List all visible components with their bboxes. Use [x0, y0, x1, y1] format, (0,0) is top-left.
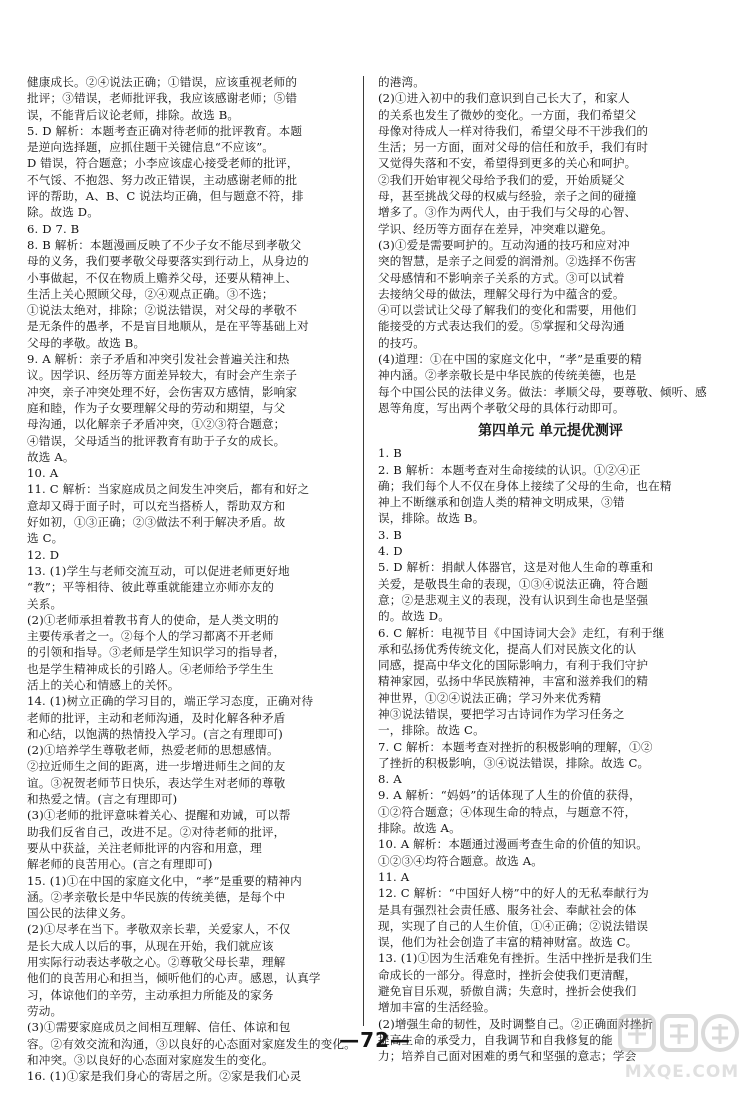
text-line: 选 C。 [27, 531, 64, 546]
text-line: 小事做起，不仅在物质上赡养父母，还要从精神上、 [27, 270, 298, 285]
text-line: 恩等角度，写出两个孝敬父母的具体行动即可。 [378, 400, 625, 415]
column-divider [363, 76, 364, 1026]
text-line: ④错误，父母适当的批评教育有助于子女的成长。 [27, 433, 286, 448]
text-line: 误，他们为社会创造了丰富的精神财富。故选 C。 [378, 935, 638, 950]
text-line: D 错误，符合题意；小李应该虚心接受老师的批评， [27, 156, 299, 171]
text-line: 8. B 解析：本题漫画反映了不少子女不能尽到孝敬父 [27, 237, 302, 252]
text-line: 健康成长。②④说法正确；①错误，应该重视老师的 [27, 75, 298, 89]
section-title: 第四单元 单元提优测评 [478, 423, 623, 440]
text-line: 意；②是悲观主义的表现，没有认识到生命也是坚强 [378, 592, 649, 607]
text-line: (3)①爱是需要呵护的。互动沟通的技巧和应对冲 [378, 237, 630, 252]
text-line: 和热爱之情。(言之有理即可) [27, 792, 178, 807]
text-line: 学识、经历等方面存在差异，冲突难以避免。 [378, 221, 613, 236]
text-line: 除。故选 D。 [27, 205, 99, 220]
text-line: 母，甚至挑战父母的权威与经验，亲子之间的碰撞 [378, 189, 637, 204]
text-line: 10. A [27, 466, 59, 481]
text-line: 父母感情和不影响亲子关系的方式。③可以试着 [378, 270, 625, 285]
text-line: 和冲突。③以良好的心态面对家庭发生的变化。 [27, 1052, 274, 1067]
text-line: 承和弘扬优秀传统文化，提高人们对民族文化的认 [378, 641, 637, 656]
text-line: 父母的孝敬。故选 B。 [27, 335, 146, 350]
text-line: 增多了。③作为两代人，由于我们与父母的心智、 [378, 205, 637, 220]
text-line: 8. A [378, 772, 402, 787]
text-line: 又觉得失落和不安，希望得到更多的关心和呵护。 [378, 156, 637, 171]
text-line: 不气馁、不抱怨、努力改正错误，主动感谢老师的批 [27, 172, 298, 187]
text-line: 11. C 解析：当家庭成员之间发生冲突后，都有和好之 [27, 482, 310, 497]
text-line: 老师的批评，主动和老师沟通，及时化解各种矛盾 [27, 710, 286, 725]
text-line: 3. B [378, 527, 402, 542]
text-line: 命成长的一部分。得意时，挫折会使我们更清醒， [378, 967, 637, 982]
text-line: 16. (1)①家是我们身心的寄居之所。②家是我们心灵 [27, 1069, 302, 1084]
text-line: 的。故选 D。 [378, 609, 450, 624]
text-line: 神③说法错误，要把学习古诗词作为学习任务之 [378, 706, 625, 721]
text-line: 力；培养自己面对困难的勇气和坚强的意志；学会 [378, 1049, 637, 1064]
text-line: 议。因学识、经历等方面差异较大，有时会产生亲子 [27, 368, 298, 383]
text-line: ②拉近师生之间的距离，进一步增进师生之间的友 [27, 759, 286, 774]
text-line: ①②符合题意；④体现生命的特点，与题意不符， [378, 804, 637, 819]
text-line: 6. C 解析：电视节目《中国诗词大会》走红，有利于继 [378, 625, 665, 640]
text-line: 容。②有效交流和沟通，③以良好的心态面对家庭发生的变化。 [27, 1036, 356, 1051]
text-line: 国公民的法律义务。 [27, 906, 133, 921]
text-line: 13. (1)学生与老师交流互动，可以促进老师更好地 [27, 563, 290, 578]
text-line: 神内涵。②孝亲敬长是中华民族的传统美德，也是 [378, 368, 637, 383]
page-number: —72— [339, 1028, 411, 1052]
text-line: 神上不断继承和创造人类的精神文明成果，③错 [378, 495, 625, 510]
text-line: 1. B [378, 446, 402, 461]
text-line: 和心结，以饱满的热情投入学习。(言之有理即可) [27, 726, 283, 741]
text-line: (2)①培养学生尊敬老师，热爱老师的思想感情。 [27, 743, 279, 758]
text-line: 活上的关心和情感上的关怀。 [27, 677, 180, 692]
text-line: 习，体谅他们的辛劳，主动承担力所能及的家务 [27, 987, 274, 1002]
text-line: 5. D 解析：本题考查正确对待老师的批评教育。本题 [27, 123, 303, 138]
text-line: 每个中国公民的法律义务。做法：孝顺父母，要尊敬、倾听、感 [378, 384, 707, 399]
text-line: 要从中获益，关注老师批评的内容和用意，理 [27, 840, 262, 855]
text-line: 是无条件的愚孝，不是盲目地顺从，是在平等基础上对 [27, 319, 309, 334]
text-line: 他们的良苦用心和担当，倾听他们的心声。感恩，认真学 [27, 971, 321, 986]
text-line: ④可以尝试让父母了解我们的变化和需要，用他们 [378, 303, 637, 318]
text-line: (2)①老师承担着教书育人的使命，是人类文明的 [27, 612, 279, 627]
text-line: 误，不能背后议论老师，排除。故选 B。 [27, 107, 240, 122]
text-line: 生活；另一方面，面对父母的信任和放手，我们有时 [378, 140, 649, 155]
text-line: 13. (1)①因为生活难免有挫折。生活中挫折是我们生 [378, 951, 653, 966]
text-line: 母沟通，以化解亲子矛盾冲突，①②③符合题意； [27, 417, 286, 432]
text-line: 同感，提高中华文化的国际影响力，有利于我们守护 [378, 658, 649, 673]
text-line: 能接受的方式表达我们的爱。⑤掌握和父母沟通 [378, 319, 625, 334]
text-line: 是逆向选择题，应抓住题干关键信息“不应该”。 [27, 140, 275, 155]
text-line: 去接纳父母的做法，理解父母行为中蕴含的爱。 [378, 286, 625, 301]
text-line: 冲突，亲子冲突处理不好，会伤害双方感情，影响家 [27, 384, 298, 399]
text-line: 解老师的良苦用心。(言之有理即可) [27, 857, 213, 872]
text-line: 突的智慧，是亲子之间爱的润滑剂。②选择不伤害 [378, 254, 637, 269]
text-line: 关系。 [27, 596, 63, 611]
text-line: 关爱，是敬畏生命的表现，①③④说法正确，符合题 [378, 576, 649, 591]
watermark [616, 1010, 742, 1088]
text-line: 避免盲目乐观，骄傲自满；失意时，挫折会使我们 [378, 984, 637, 999]
text-line: 故选 A。 [27, 449, 75, 464]
text-line: 的关系也发生了微妙的变化。一方面，我们希望父 [378, 107, 637, 122]
text-line: 生活上关心照顾父母，②④观点正确。③不选； [27, 286, 274, 301]
text-line: 精神家园，弘扬中华民族精神，丰富和滋养我们的精 [378, 674, 649, 689]
text-line: (3)①老师的批评意味着关心、提醒和劝诫，可以帮 [27, 808, 291, 823]
text-line: 增加丰富的生活经验。 [378, 1000, 496, 1015]
text-line: 的技巧。 [378, 335, 425, 350]
text-line: 了挫折的积极影响，③④说法错误，排除。故选 C。 [378, 755, 650, 770]
text-line: 误，排除。故选 B。 [378, 511, 485, 526]
text-line: 6. D 7. B [27, 221, 80, 236]
text-line: 现，实现了自己的人生价值，①④正确；②说法错误 [378, 918, 649, 933]
text-line: 15. (1)①在中国的家庭文化中，“孝”是重要的精神内 [27, 873, 302, 888]
text-line: 确；我们每个人不仅在身体上接续了父母的生命，也在精 [378, 478, 672, 493]
text-line: 的引领和指导。③老师是学生知识学习的指导者， [27, 645, 286, 660]
text-line: 5. D 解析：捐献人体器官，这是对他人生命的尊重和 [378, 560, 654, 575]
text-line: (2)①进入初中的我们意识到自己长大了，和家人 [378, 91, 630, 106]
text-line: “教”；平等相待、彼此尊重就能建立亦师亦友的 [27, 580, 275, 595]
right-column-bottom [378, 445, 723, 1064]
text-line: 意却又碍于面子时，可以充当搭桥人，帮助双方和 [27, 498, 286, 513]
text-line: 9. A 解析：“妈妈”的话体现了人生的价值的获得， [378, 788, 641, 803]
text-line: ①说法太绝对，排除；②说法错误，对父母的孝敬不 [27, 303, 298, 318]
text-line: 批评；③错误，老师批评我，我应该感谢老师；⑤错 [27, 91, 298, 106]
right-column [378, 74, 723, 1065]
text-line: ①②③④均符合题意。故选 A。 [378, 853, 544, 868]
watermark-logo-icon [616, 1010, 742, 1064]
text-line: 9. A 解析：亲子矛盾和冲突引发社会普遍关注和热 [27, 352, 290, 367]
text-line: 2. B 解析：本题考查对生命接续的认识。①②④正 [378, 462, 641, 477]
text-line: 好如初，①③正确；②③做法不利于解决矛盾。故 [27, 515, 286, 530]
text-line: 母像对待成人一样对待我们，希望父母不干涉我们的 [378, 123, 649, 138]
text-line: 劳动。 [27, 1003, 63, 1018]
text-line: 主要传承者之一。②每个人的学习都离不开老师 [27, 629, 274, 644]
text-line: 11. A [378, 869, 410, 884]
text-line: 也是学生精神成长的引路人。④老师给予学生生 [27, 661, 274, 676]
text-line: 12. D [27, 547, 60, 562]
text-line: 14. (1)树立正确的学习目的，端正学习态度，正确对待 [27, 694, 314, 709]
text-line: 母的义务，我们要孝敬父母要落实到行动上，从身边的 [27, 254, 309, 269]
text-line: 提高生命的承受力，自我调节和自我修复的能 [378, 1032, 613, 1047]
text-line: 谊。③祝贺老师节日快乐，表达学生对老师的尊敬 [27, 775, 286, 790]
text-line: 4. D [378, 544, 403, 559]
text-line: 的港湾。 [378, 75, 425, 89]
text-line: 一，排除。故选 C。 [378, 723, 485, 738]
text-line: (2)增强生命的韧性，及时调整自己。②正确面对挫折 [378, 1016, 654, 1031]
text-line: 12. C 解析：“中国好人榜”中的好人的无私奉献行为 [378, 886, 649, 901]
text-line: (4)道理：①在中国的家庭文化中，“孝”是重要的精 [378, 352, 642, 367]
watermark-text: MXQE.COM [624, 1062, 740, 1082]
text-line: 10. A 解析：本题通过漫画考查生命的价值的知识。 [378, 837, 648, 852]
text-line: 庭和睦，作为子女要理解父母的劳动和期望，与父 [27, 400, 286, 415]
text-line: ②我们开始审视父母给予我们的爱，开始质疑父 [378, 172, 625, 187]
text-line: (2)①尽孝在当下。孝敬双亲长辈，关爱家人，不仅 [27, 922, 291, 937]
right-column-top [378, 74, 723, 416]
text-line: 用实际行动表达孝敬之心。②尊敬父母长辈，理解 [27, 955, 286, 970]
text-line: 评的帮助，A、B、C 说法均正确，但与题意不符，排 [27, 189, 304, 204]
text-line: 涵。②孝亲敬长是中华民族的传统美德，是每个中 [27, 889, 286, 904]
text-line: 助我们反省自己，改进不足。②对待老师的批评， [27, 824, 286, 839]
text-line: 排除。故选 A。 [378, 821, 461, 836]
text-line: (3)①需要家庭成员之间相互理解、信任、体谅和包 [27, 1020, 291, 1035]
left-column [27, 74, 372, 1084]
text-line: 神世界，①②④说法正确；学习外来优秀精 [378, 690, 602, 705]
text-line: 是长大成人以后的事，从现在开始，我们就应该 [27, 938, 274, 953]
text-line: 是具有强烈社会责任感、服务社会、奉献社会的体 [378, 902, 637, 917]
text-line: 7. C 解析：本题考查对挫折的积极影响的理解，①② [378, 739, 653, 754]
